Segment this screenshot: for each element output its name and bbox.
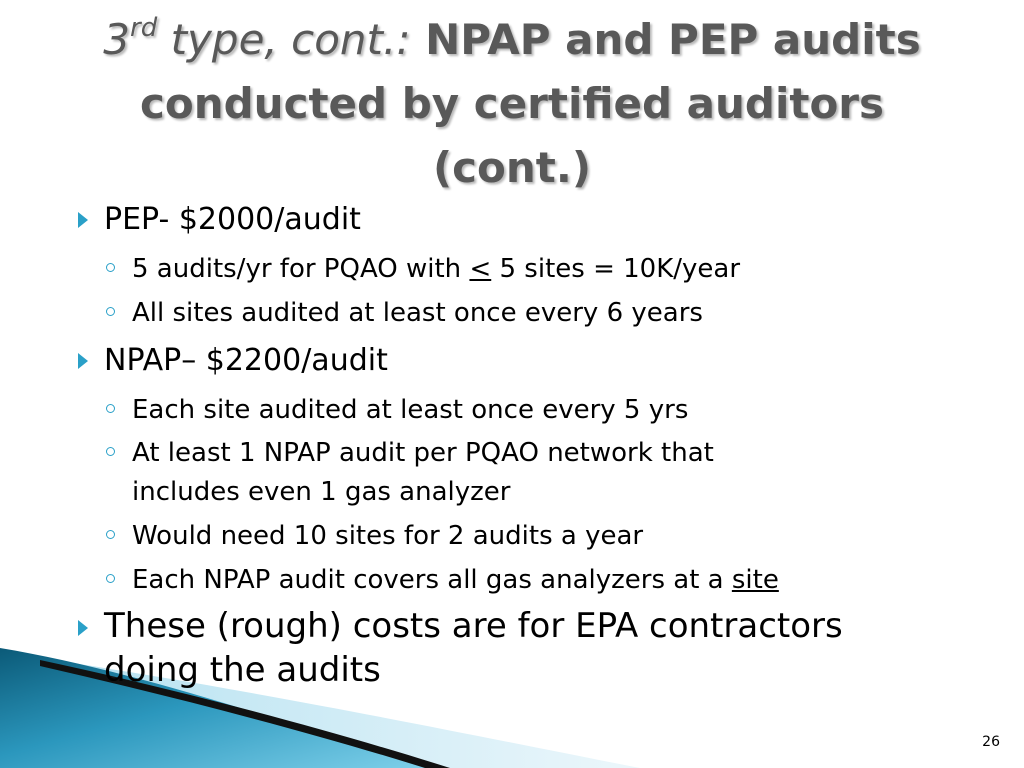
ring-bullet-icon [106, 404, 115, 413]
bullet-npap-sub-4: Each NPAP audit covers all gas analyzers at a site [132, 565, 779, 595]
ring-bullet-icon [106, 263, 115, 272]
bullet-npap-sub-3: Would need 10 sites for 2 audits a year [132, 521, 644, 551]
arrow-bullet-icon [78, 353, 88, 369]
title-line-2: conducted by certified auditors [139, 79, 885, 128]
bullet-costs: These (rough) costs are for EPA contractors [104, 606, 843, 646]
ring-bullet-icon [106, 307, 115, 316]
slide-title: 3rd type, cont.: NPAP and PEP audits conducted by certified auditors (cont.) [103, 13, 921, 192]
bullet-pep-sub-1: 5 audits/yr for PQAO with < 5 sites = 10K/year [132, 254, 741, 284]
ring-bullet-icon [106, 447, 115, 456]
bullet-pep: PEP- $2000/audit [104, 202, 361, 237]
bullet-npap-sub-1: Each site audited at least once every 5 yrs [132, 395, 689, 425]
page-number: 26 [982, 734, 1000, 750]
bullet-npap-sub-2-cont: includes even 1 gas analyzer [132, 477, 511, 507]
arrow-bullet-icon [78, 620, 88, 636]
title-italic-part: 3rd type, cont.: [103, 13, 411, 64]
bullet-costs-cont: doing the audits [104, 650, 381, 690]
bullet-npap-sub-2: At least 1 NPAP audit per PQAO network that [132, 438, 714, 468]
bullet-pep-sub-2: All sites audited at least once every 6 years [132, 298, 703, 328]
ring-bullet-icon [106, 574, 115, 583]
bullet-npap: NPAP– $2200/audit [104, 343, 388, 378]
ring-bullet-icon [106, 530, 115, 539]
arrow-bullet-icon [78, 212, 88, 228]
title-line-3: (cont.) [432, 143, 592, 192]
